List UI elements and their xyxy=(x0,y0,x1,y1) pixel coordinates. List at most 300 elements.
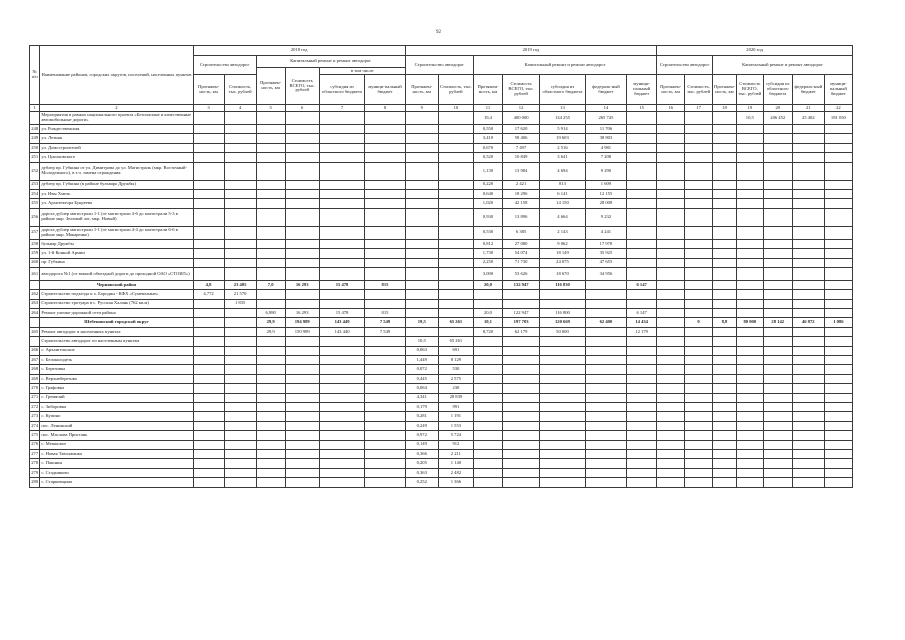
row-number: 258 xyxy=(30,239,40,248)
row-name: ул. Рождественская xyxy=(40,125,193,134)
row-value xyxy=(224,199,256,208)
r-mun-2020: муници-пальный бюджет xyxy=(824,75,852,105)
row-value xyxy=(685,384,713,393)
row-value: 19,4 xyxy=(473,112,502,125)
column-number: 1 xyxy=(30,105,40,112)
row-value: 50 000 xyxy=(540,327,586,336)
table-row xyxy=(30,402,853,411)
column-number: 20 xyxy=(763,105,792,112)
row-value xyxy=(193,258,224,267)
row-value xyxy=(193,125,224,134)
row-value xyxy=(193,468,224,477)
row-value xyxy=(713,384,737,393)
row-number: 263 xyxy=(30,299,40,308)
row-value xyxy=(193,299,224,308)
row-value xyxy=(792,290,824,299)
row-value: 0,550 xyxy=(473,125,502,134)
row-value xyxy=(585,412,626,421)
table-row xyxy=(30,356,853,365)
row-value xyxy=(540,468,586,477)
row-value xyxy=(405,239,438,248)
row-value xyxy=(256,143,285,152)
row-value xyxy=(285,162,319,180)
row-value xyxy=(736,421,763,430)
row-value xyxy=(285,239,319,248)
row-value: 2,250 xyxy=(473,258,502,267)
row-value: 3,410 xyxy=(473,134,502,143)
row-value xyxy=(585,402,626,411)
row-value xyxy=(285,199,319,208)
row-value: 4,8 xyxy=(193,280,224,289)
row-value xyxy=(713,346,737,355)
row-value xyxy=(224,267,256,280)
row-value xyxy=(736,309,763,318)
row-value xyxy=(365,459,405,468)
row-value xyxy=(540,374,586,383)
row-value xyxy=(763,412,792,421)
r-len-2019: Протяжен-ность, км xyxy=(473,75,502,105)
row-value xyxy=(365,449,405,458)
row-value xyxy=(224,478,256,487)
row-value: 54 074 xyxy=(502,249,539,258)
row-value xyxy=(824,280,852,289)
row-value xyxy=(193,327,224,336)
r-mun-2019: муници-пальный бюджет xyxy=(627,75,657,105)
column-number: 10 xyxy=(438,105,473,112)
table-row xyxy=(30,478,853,487)
row-value xyxy=(502,468,539,477)
row-value: 1,449 xyxy=(405,356,438,365)
row-value xyxy=(365,199,405,208)
row-value xyxy=(763,402,792,411)
table-header xyxy=(30,46,853,112)
row-value xyxy=(585,327,626,336)
row-value: 21 570 xyxy=(224,290,256,299)
row-value xyxy=(824,134,852,143)
row-value xyxy=(657,180,685,189)
row-value xyxy=(438,199,473,208)
row-value: 1 609 xyxy=(585,180,626,189)
row-value xyxy=(657,374,685,383)
r-len-2018: Протяжен-ность, км xyxy=(256,68,285,105)
row-value xyxy=(736,412,763,421)
row-value xyxy=(285,421,319,430)
row-value: 20,0 xyxy=(473,280,502,289)
row-value xyxy=(224,180,256,189)
row-value xyxy=(685,402,713,411)
row-value xyxy=(685,337,713,346)
row-value xyxy=(438,309,473,318)
row-number: 266 xyxy=(30,346,40,355)
row-name: ул. Домостроителей xyxy=(40,143,193,152)
column-number: 19 xyxy=(736,105,763,112)
row-value xyxy=(736,134,763,143)
row-value xyxy=(473,449,502,458)
row-value xyxy=(585,449,626,458)
row-number: 262 xyxy=(30,290,40,299)
row-value xyxy=(713,208,737,226)
row-value xyxy=(824,162,852,180)
row-value: 116 800 xyxy=(540,309,586,318)
row-value xyxy=(438,143,473,152)
row-value xyxy=(193,189,224,198)
row-value xyxy=(224,189,256,198)
row-value xyxy=(256,365,285,374)
r-fed-2020: федераль-ный бюджет xyxy=(792,75,824,105)
row-value: 0,179 xyxy=(405,402,438,411)
row-value xyxy=(585,309,626,318)
row-value xyxy=(657,431,685,440)
row-value xyxy=(824,365,852,374)
row-number xyxy=(30,112,40,125)
row-value: 122 947 xyxy=(502,309,539,318)
row-value xyxy=(627,412,657,421)
table-row xyxy=(30,412,853,421)
table-row xyxy=(30,393,853,402)
row-value xyxy=(224,153,256,162)
row-value xyxy=(627,112,657,125)
row-value xyxy=(685,189,713,198)
row-value xyxy=(365,412,405,421)
row-name: Мероприятия в рамках национального проекта «Безопасные и качественные автомобильные дороги» xyxy=(40,112,193,125)
row-value: 29,9 xyxy=(256,318,285,327)
r-len-2020: Протяжен-ность, км xyxy=(713,75,737,105)
row-value xyxy=(540,431,586,440)
row-number xyxy=(30,318,40,327)
row-value xyxy=(627,226,657,239)
row-name: Шебекинский городской округ xyxy=(40,318,193,327)
row-number: 271 xyxy=(30,393,40,402)
row-value xyxy=(792,421,824,430)
row-name: пос. Ленинский xyxy=(40,421,193,430)
row-value xyxy=(285,468,319,477)
row-value xyxy=(540,384,586,393)
row-value: 0,363 xyxy=(405,468,438,477)
row-value xyxy=(627,431,657,440)
row-name: ул. Архитектора Букреева xyxy=(40,199,193,208)
row-value xyxy=(713,162,737,180)
row-value xyxy=(763,189,792,198)
row-value: 9 062 xyxy=(540,239,586,248)
row-value: 2 575 xyxy=(438,374,473,383)
row-value: 181 050 xyxy=(824,112,852,125)
row-number: 249 xyxy=(30,134,40,143)
row-name: ул. Летняя xyxy=(40,134,193,143)
row-value: 143 449 xyxy=(319,318,365,327)
row-value xyxy=(824,299,852,308)
row-value xyxy=(285,402,319,411)
row-value: 6 147 xyxy=(627,280,657,289)
row-value xyxy=(713,337,737,346)
row-value xyxy=(824,346,852,355)
row-value xyxy=(224,374,256,383)
row-value xyxy=(713,365,737,374)
row-value xyxy=(792,239,824,248)
row-value xyxy=(319,478,365,487)
row-value xyxy=(824,153,852,162)
row-value xyxy=(365,153,405,162)
row-value xyxy=(438,327,473,336)
row-value xyxy=(657,393,685,402)
table-row xyxy=(30,112,853,125)
row-value: 0,670 xyxy=(473,143,502,152)
row-value xyxy=(256,440,285,449)
row-value xyxy=(540,402,586,411)
row-value xyxy=(224,226,256,239)
row-value xyxy=(713,393,737,402)
row-value xyxy=(319,249,365,258)
row-value xyxy=(319,125,365,134)
row-value: 1 553 xyxy=(438,421,473,430)
row-value xyxy=(685,327,713,336)
row-number: 272 xyxy=(30,402,40,411)
row-value xyxy=(657,162,685,180)
row-value: 912 xyxy=(438,440,473,449)
row-value: 4 664 xyxy=(540,208,586,226)
row-value xyxy=(627,189,657,198)
row-value xyxy=(713,199,737,208)
table-row xyxy=(30,249,853,258)
row-value xyxy=(824,309,852,318)
row-value xyxy=(792,258,824,267)
row-value xyxy=(365,180,405,189)
row-value xyxy=(224,449,256,458)
row-value xyxy=(319,384,365,393)
row-value xyxy=(657,337,685,346)
row-value: 815 xyxy=(365,309,405,318)
row-value xyxy=(365,249,405,258)
row-value xyxy=(585,374,626,383)
column-number: 22 xyxy=(824,105,852,112)
row-number: 253 xyxy=(30,180,40,189)
row-value xyxy=(713,356,737,365)
row-value xyxy=(685,162,713,180)
row-value xyxy=(319,468,365,477)
row-value xyxy=(824,239,852,248)
row-value xyxy=(540,356,586,365)
row-value xyxy=(473,468,502,477)
row-value: 4 981 xyxy=(585,143,626,152)
row-name: Строительство автодорог по населенным пунктам xyxy=(40,337,193,346)
construction-2018-header: Строительство автодорог xyxy=(193,56,256,75)
row-number: 273 xyxy=(30,412,40,421)
row-value xyxy=(319,412,365,421)
row-value xyxy=(224,384,256,393)
row-value xyxy=(792,299,824,308)
row-value xyxy=(256,134,285,143)
row-value xyxy=(319,258,365,267)
row-value xyxy=(224,337,256,346)
row-value xyxy=(763,468,792,477)
row-value xyxy=(256,421,285,430)
row-value xyxy=(657,440,685,449)
row-value xyxy=(657,290,685,299)
row-value xyxy=(627,356,657,365)
row-value xyxy=(285,112,319,125)
row-value: 62 179 xyxy=(502,327,539,336)
row-value xyxy=(736,143,763,152)
row-value xyxy=(319,134,365,143)
row-value: 14 434 xyxy=(627,318,657,327)
table-row xyxy=(30,180,853,189)
row-value xyxy=(792,208,824,226)
table-body xyxy=(30,112,853,488)
row-value xyxy=(405,112,438,125)
row-value: 8 129 xyxy=(438,356,473,365)
row-value xyxy=(685,374,713,383)
row-value: 143 440 xyxy=(319,327,365,336)
row-value: 813 xyxy=(540,180,586,189)
row-value xyxy=(438,112,473,125)
row-value xyxy=(285,374,319,383)
row-value xyxy=(685,153,713,162)
row-value xyxy=(224,431,256,440)
row-value xyxy=(657,249,685,258)
row-value xyxy=(438,125,473,134)
row-value: 0 xyxy=(685,318,713,327)
row-value xyxy=(365,356,405,365)
row-value xyxy=(736,290,763,299)
row-value xyxy=(365,258,405,267)
construction-2020-header: Строительство автодорог xyxy=(657,56,713,75)
row-value xyxy=(792,226,824,239)
row-value xyxy=(792,280,824,289)
row-value xyxy=(824,327,852,336)
table-row xyxy=(30,199,853,208)
row-value: 7 497 xyxy=(502,143,539,152)
row-value xyxy=(256,125,285,134)
row-name: Строительство подъезда к х. Бородин - КФХ «Суменьзные» xyxy=(40,290,193,299)
row-value: 18 296 xyxy=(502,189,539,198)
row-value xyxy=(736,393,763,402)
row-value xyxy=(502,440,539,449)
row-value xyxy=(713,143,737,152)
row-value xyxy=(256,449,285,458)
row-value xyxy=(792,449,824,458)
table-row xyxy=(30,421,853,430)
row-value xyxy=(792,346,824,355)
row-value xyxy=(585,459,626,468)
row-value xyxy=(285,337,319,346)
table-row xyxy=(30,431,853,440)
row-value xyxy=(824,199,852,208)
row-value xyxy=(502,478,539,487)
row-number: 268 xyxy=(30,365,40,374)
row-value: 0,366 xyxy=(405,449,438,458)
row-name: дорога дублер магистрали 1-1 (от магистрали 4-4 до магистрали 6-6 в районе мкр. Макаренко) xyxy=(40,226,193,239)
row-value: 10 849 xyxy=(502,153,539,162)
table-row xyxy=(30,290,853,299)
row-value xyxy=(792,393,824,402)
c-len-2019: Протяжен-ность, км xyxy=(405,75,438,105)
row-value: 6 147 xyxy=(627,309,657,318)
row-value xyxy=(792,143,824,152)
row-value xyxy=(763,258,792,267)
row-value xyxy=(627,337,657,346)
row-value xyxy=(627,290,657,299)
row-value xyxy=(627,299,657,308)
row-value xyxy=(473,459,502,468)
row-value xyxy=(285,125,319,134)
row-value: 24 075 xyxy=(540,258,586,267)
row-value xyxy=(627,208,657,226)
row-name: с. Зиборовка xyxy=(40,402,193,411)
column-number: 5 xyxy=(256,105,285,112)
row-value xyxy=(502,412,539,421)
row-value xyxy=(792,309,824,318)
row-value: 1 140 xyxy=(438,459,473,468)
row-value xyxy=(224,239,256,248)
row-value xyxy=(657,478,685,487)
row-number: 260 xyxy=(30,258,40,267)
row-value xyxy=(627,440,657,449)
row-value xyxy=(792,431,824,440)
row-value xyxy=(285,431,319,440)
row-value xyxy=(224,365,256,374)
row-value xyxy=(824,468,852,477)
row-value xyxy=(319,421,365,430)
column-number: 21 xyxy=(792,105,824,112)
row-value xyxy=(585,431,626,440)
row-value xyxy=(736,153,763,162)
row-value xyxy=(319,374,365,383)
row-value xyxy=(736,365,763,374)
row-value: 0,205 xyxy=(405,459,438,468)
row-value xyxy=(657,239,685,248)
row-value xyxy=(319,393,365,402)
row-value xyxy=(473,290,502,299)
row-value xyxy=(713,249,737,258)
row-value: 5 724 xyxy=(438,431,473,440)
row-value xyxy=(627,421,657,430)
row-value xyxy=(256,199,285,208)
row-value xyxy=(319,346,365,355)
row-value xyxy=(193,393,224,402)
row-value xyxy=(792,478,824,487)
row-value: 1,130 xyxy=(473,162,502,180)
row-value xyxy=(824,374,852,383)
row-value xyxy=(193,421,224,430)
row-value xyxy=(405,290,438,299)
row-value xyxy=(285,478,319,487)
row-value xyxy=(256,162,285,180)
row-value: 0,249 xyxy=(405,421,438,430)
row-value xyxy=(285,143,319,152)
column-number: 11 xyxy=(473,105,502,112)
row-value xyxy=(763,327,792,336)
row-value xyxy=(502,290,539,299)
row-value xyxy=(256,153,285,162)
row-value xyxy=(627,153,657,162)
table-row xyxy=(30,258,853,267)
row-value xyxy=(792,134,824,143)
row-value xyxy=(792,249,824,258)
row-number: 265 xyxy=(30,327,40,336)
row-value: 29,9 xyxy=(256,327,285,336)
row-name: Строительство тротуара в с. Русская Халань (762 кв.м) xyxy=(40,299,193,308)
row-value xyxy=(792,180,824,189)
row-value xyxy=(763,199,792,208)
row-value xyxy=(256,226,285,239)
row-value xyxy=(657,299,685,308)
row-value: 13 896 xyxy=(502,208,539,226)
row-value xyxy=(473,356,502,365)
row-value xyxy=(685,356,713,365)
row-value xyxy=(256,239,285,248)
row-value xyxy=(685,112,713,125)
row-value: 530 xyxy=(438,365,473,374)
row-value: 25 402 xyxy=(792,112,824,125)
